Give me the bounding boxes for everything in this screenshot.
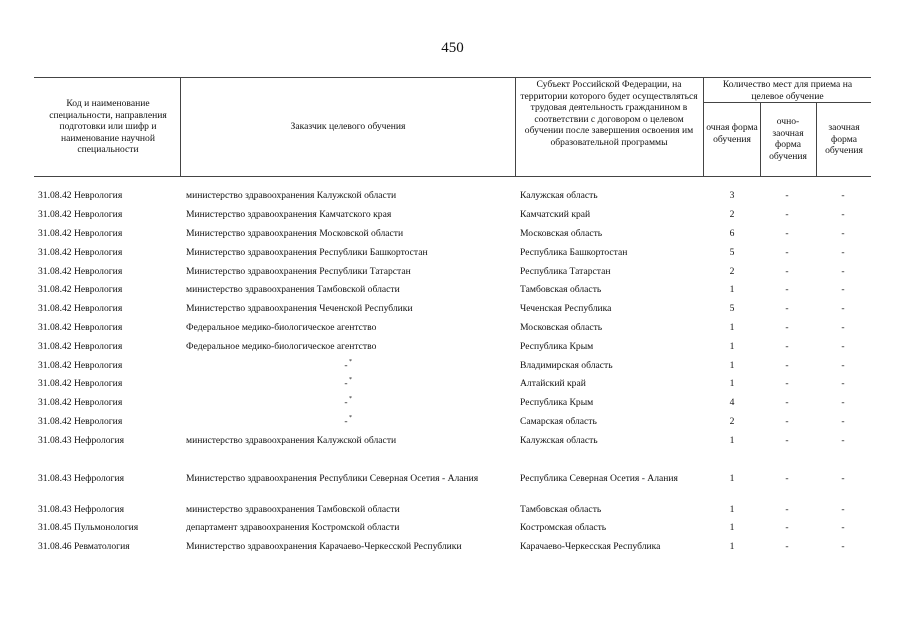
header-code: Код и наименование специальности, направления подготовки или шифр и наименование научной специальности bbox=[49, 98, 167, 156]
customer-cell: министерство здравоохранения Тамбовской области bbox=[186, 284, 400, 295]
full-time-places-cell: 5 bbox=[729, 303, 735, 314]
part-time-places-cell: - bbox=[785, 303, 789, 314]
customer-cell: Министерство здравоохранения Республики Татарстан bbox=[186, 266, 411, 277]
part-time-places-cell: - bbox=[785, 341, 789, 352]
region-cell: Тамбовская область bbox=[520, 504, 602, 515]
region-cell: Калужская область bbox=[520, 190, 598, 201]
full-time-places-cell: 1 bbox=[729, 284, 735, 295]
full-time-places-cell: 1 bbox=[729, 473, 735, 484]
distance-places-cell: - bbox=[841, 378, 845, 389]
part-time-places-cell: - bbox=[785, 416, 789, 427]
region-cell: Владимирская область bbox=[520, 360, 613, 371]
distance-places-cell: - bbox=[841, 541, 845, 552]
header-distance: заочная форма обучения bbox=[825, 122, 863, 157]
header-places: Количество мест для приема на целевое обучение bbox=[722, 79, 853, 102]
distance-places-cell: - bbox=[841, 322, 845, 333]
part-time-places-cell: - bbox=[785, 435, 789, 446]
customer-cell: Министерство здравоохранения Московской области bbox=[186, 228, 404, 239]
distance-places-cell: - bbox=[841, 209, 845, 220]
full-time-places-cell: 1 bbox=[729, 435, 735, 446]
part-time-places-cell: - bbox=[785, 360, 789, 371]
customer-cell: Федеральное медико-биологическое агентство bbox=[186, 322, 377, 333]
column-divider bbox=[703, 77, 704, 176]
column-divider bbox=[180, 77, 181, 176]
customer-cell: департамент здравоохранения Костромской области bbox=[186, 522, 400, 533]
specialty-cell: 31.08.46 Ревматология bbox=[38, 541, 130, 552]
footnote-mark: * bbox=[349, 377, 352, 383]
full-time-places-cell: 1 bbox=[729, 522, 735, 533]
region-cell: Калужская область bbox=[520, 435, 598, 446]
region-cell: Алтайский край bbox=[520, 378, 586, 389]
part-time-places-cell: - bbox=[785, 322, 789, 333]
full-time-places-cell: 1 bbox=[729, 360, 735, 371]
specialty-cell: 31.08.43 Нефрология bbox=[38, 504, 125, 515]
customer-cell: Министерство здравоохранения Республики Северная Осетия - Алания bbox=[186, 473, 479, 484]
part-time-places-cell: - bbox=[785, 473, 789, 484]
distance-places-cell: - bbox=[841, 522, 845, 533]
distance-places-cell: - bbox=[841, 190, 845, 201]
specialty-cell: 31.08.42 Неврология bbox=[38, 378, 123, 389]
distance-places-cell: - bbox=[841, 435, 845, 446]
full-time-places-cell: 2 bbox=[729, 266, 735, 277]
part-time-places-cell: - bbox=[785, 504, 789, 515]
customer-cell: министерство здравоохранения Калужской области bbox=[186, 190, 397, 201]
specialty-cell: 31.08.42 Неврология bbox=[38, 303, 123, 314]
region-cell: Республика Башкортостан bbox=[520, 247, 628, 258]
specialty-cell: 31.08.42 Неврология bbox=[38, 266, 123, 277]
specialty-cell: 31.08.42 Неврология bbox=[38, 284, 123, 295]
distance-places-cell: - bbox=[841, 341, 845, 352]
specialty-cell: 31.08.42 Неврология bbox=[38, 209, 123, 220]
region-cell: Чеченская Республика bbox=[520, 303, 612, 314]
header-region: Субъект Российской Федерации, на территории которого будет осуществляться трудовая деятельность гражданином в соответствии с договором о целевом обучении после завершения освоения им образовательной программы bbox=[520, 79, 698, 148]
specialty-cell: 31.08.42 Неврология bbox=[38, 190, 123, 201]
table-top-rule bbox=[34, 77, 871, 78]
header-full-time: очная форма обучения bbox=[706, 122, 758, 145]
customer-cell: - bbox=[344, 397, 348, 408]
part-time-places-cell: - bbox=[785, 522, 789, 533]
customer-cell: Министерство здравоохранения Камчатского края bbox=[186, 209, 392, 220]
full-time-places-cell: 1 bbox=[729, 504, 735, 515]
region-cell: Тамбовская область bbox=[520, 284, 602, 295]
region-cell: Московская область bbox=[520, 322, 603, 333]
region-cell: Камчатский край bbox=[520, 209, 591, 220]
customer-cell: министерство здравоохранения Тамбовской области bbox=[186, 504, 400, 515]
part-time-places-cell: - bbox=[785, 397, 789, 408]
distance-places-cell: - bbox=[841, 473, 845, 484]
full-time-places-cell: 5 bbox=[729, 247, 735, 258]
distance-places-cell: - bbox=[841, 284, 845, 295]
region-cell: Республика Крым bbox=[520, 341, 594, 352]
full-time-places-cell: 2 bbox=[729, 209, 735, 220]
distance-places-cell: - bbox=[841, 266, 845, 277]
full-time-places-cell: 1 bbox=[729, 541, 735, 552]
distance-places-cell: - bbox=[841, 228, 845, 239]
footnote-mark: * bbox=[349, 396, 352, 402]
full-time-places-cell: 1 bbox=[729, 341, 735, 352]
specialty-cell: 31.08.42 Неврология bbox=[38, 247, 123, 258]
distance-places-cell: - bbox=[841, 247, 845, 258]
distance-places-cell: - bbox=[841, 416, 845, 427]
customer-cell: - bbox=[344, 360, 348, 371]
customer-cell: Федеральное медико-биологическое агентство bbox=[186, 341, 377, 352]
specialty-cell: 31.08.43 Нефрология bbox=[38, 435, 125, 446]
column-divider bbox=[816, 102, 817, 176]
specialty-cell: 31.08.42 Неврология bbox=[38, 341, 123, 352]
region-cell: Карачаево-Черкесская Республика bbox=[520, 541, 661, 552]
part-time-places-cell: - bbox=[785, 209, 789, 220]
region-cell: Республика Крым bbox=[520, 397, 594, 408]
distance-places-cell: - bbox=[841, 360, 845, 371]
full-time-places-cell: 6 bbox=[729, 228, 735, 239]
part-time-places-cell: - bbox=[785, 247, 789, 258]
part-time-places-cell: - bbox=[785, 190, 789, 201]
part-time-places-cell: - bbox=[785, 284, 789, 295]
customer-cell: - bbox=[344, 416, 348, 427]
region-cell: Костромская область bbox=[520, 522, 607, 533]
distance-places-cell: - bbox=[841, 397, 845, 408]
full-time-places-cell: 4 bbox=[729, 397, 735, 408]
page-number: 450 bbox=[441, 40, 464, 56]
specialty-cell: 31.08.43 Нефрология bbox=[38, 473, 125, 484]
part-time-places-cell: - bbox=[785, 266, 789, 277]
customer-cell: министерство здравоохранения Калужской области bbox=[186, 435, 397, 446]
header-part-time: очно-заочная форма обучения bbox=[769, 116, 807, 162]
full-time-places-cell: 1 bbox=[729, 322, 735, 333]
specialty-cell: 31.08.42 Неврология bbox=[38, 322, 123, 333]
footnote-mark: * bbox=[349, 415, 352, 421]
full-time-places-cell: 2 bbox=[729, 416, 735, 427]
header-customer: Заказчик целевого обучения bbox=[290, 121, 406, 132]
footnote-mark: * bbox=[349, 359, 352, 365]
specialty-cell: 31.08.42 Неврология bbox=[38, 228, 123, 239]
specialty-cell: 31.08.42 Неврология bbox=[38, 416, 123, 427]
customer-cell: Министерство здравоохранения Карачаево-Черкесской Республики bbox=[186, 541, 462, 552]
specialty-cell: 31.08.42 Неврология bbox=[38, 397, 123, 408]
part-time-places-cell: - bbox=[785, 378, 789, 389]
region-cell: Московская область bbox=[520, 228, 603, 239]
region-cell: Самарская область bbox=[520, 416, 597, 427]
full-time-places-cell: 3 bbox=[729, 190, 735, 201]
table-header-bottom-rule bbox=[34, 176, 871, 177]
specialty-cell: 31.08.45 Пульмонология bbox=[38, 522, 139, 533]
distance-places-cell: - bbox=[841, 504, 845, 515]
specialty-cell: 31.08.42 Неврология bbox=[38, 360, 123, 371]
part-time-places-cell: - bbox=[785, 541, 789, 552]
full-time-places-cell: 1 bbox=[729, 378, 735, 389]
region-cell: Республика Северная Осетия - Алания bbox=[520, 473, 678, 484]
customer-cell: Министерство здравоохранения Чеченской Республики bbox=[186, 303, 413, 314]
customer-cell: - bbox=[344, 378, 348, 389]
column-divider bbox=[515, 77, 516, 176]
customer-cell: Министерство здравоохранения Республики Башкортостан bbox=[186, 247, 428, 258]
distance-places-cell: - bbox=[841, 303, 845, 314]
region-cell: Республика Татарстан bbox=[520, 266, 611, 277]
column-divider bbox=[760, 102, 761, 176]
part-time-places-cell: - bbox=[785, 228, 789, 239]
